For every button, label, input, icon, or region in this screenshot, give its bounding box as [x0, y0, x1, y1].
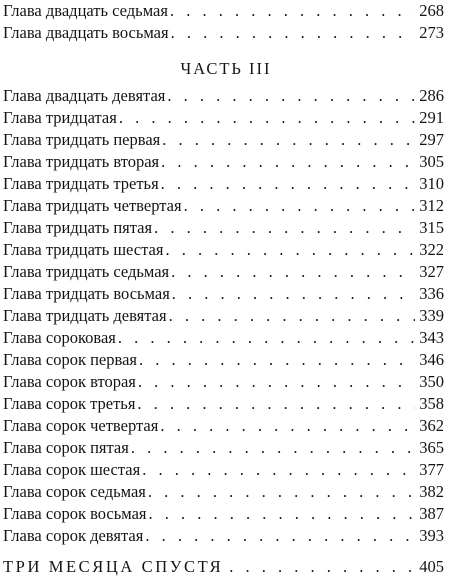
- toc-dot-leader: [171, 22, 416, 44]
- toc-entry[interactable]: [3, 173, 444, 195]
- toc-entry-title: Глава сорок четвертая: [3, 416, 159, 435]
- toc-entry[interactable]: [3, 239, 444, 261]
- toc-entry-page: 358: [419, 394, 444, 413]
- toc-dot-leader: [145, 525, 415, 547]
- toc-dot-leader: [137, 393, 415, 415]
- toc-entry-title: Глава тридцать вторая: [3, 152, 160, 171]
- toc-entry-page: 305: [419, 152, 444, 171]
- toc-dot-leader: [161, 173, 416, 195]
- toc-epilogue-title: ТРИ МЕСЯЦА СПУСТЯ: [3, 557, 224, 576]
- toc-epilogue-entry[interactable]: [3, 556, 444, 578]
- toc-entry-page: 350: [419, 372, 444, 391]
- toc-epilogue-page: 405: [419, 557, 444, 576]
- toc-entry-page: 336: [419, 284, 444, 303]
- toc-entry-page: 322: [419, 240, 444, 259]
- toc-entry-page: 273: [419, 23, 444, 42]
- toc-dot-leader: [138, 371, 415, 393]
- toc-entry-title: Глава тридцать шестая: [3, 240, 164, 259]
- toc-entry[interactable]: [3, 459, 444, 481]
- toc-dot-leader: [170, 0, 415, 22]
- toc-entry-title: Глава двадцать восьмая: [3, 23, 169, 42]
- toc-entry-page: 346: [419, 350, 444, 369]
- toc-entry-title: Глава сорок седьмая: [3, 482, 146, 501]
- toc-entry-page: 286: [419, 86, 444, 105]
- toc-entry[interactable]: [3, 393, 444, 415]
- toc-entry-title: Глава тридцать восьмая: [3, 284, 170, 303]
- toc-entry-page: 312: [419, 196, 444, 215]
- toc-entry-page: 393: [419, 526, 444, 545]
- toc-entry[interactable]: [3, 107, 444, 129]
- toc-entry-title: Глава двадцать седьмая: [3, 1, 168, 20]
- toc-entry[interactable]: [3, 305, 444, 327]
- toc-dot-leader: [161, 151, 415, 173]
- toc-entry[interactable]: [3, 217, 444, 239]
- toc-dot-leader: [131, 437, 415, 459]
- toc-entry-page: 339: [419, 306, 444, 325]
- toc-entry-title: Глава тридцать третья: [3, 174, 159, 193]
- toc-entry[interactable]: [3, 129, 444, 151]
- toc-entry-page: 297: [419, 130, 444, 149]
- toc-entry[interactable]: [3, 283, 444, 305]
- toc-dot-leader: [142, 459, 415, 481]
- toc-entry[interactable]: [3, 349, 444, 371]
- toc-entry[interactable]: [3, 85, 444, 107]
- toc-entry[interactable]: [3, 481, 444, 503]
- toc-dot-leader: [139, 349, 415, 371]
- toc-entry[interactable]: [3, 525, 444, 547]
- toc-entry-title: Глава сорок пятая: [3, 438, 129, 457]
- toc-entry-title: Глава сорок вторая: [3, 372, 136, 391]
- toc-entry[interactable]: [3, 195, 444, 217]
- toc-entry-page: 343: [419, 328, 444, 347]
- toc-dot-leader: [171, 261, 415, 283]
- toc-entry-title: Глава сороковая: [3, 328, 116, 347]
- toc-entry-page: 315: [419, 218, 444, 237]
- toc-entry[interactable]: [3, 261, 444, 283]
- toc-entry-title: Глава сорок третья: [3, 394, 136, 413]
- toc-entry-title: Глава сорок девятая: [3, 526, 144, 545]
- toc-dot-leader: [160, 415, 415, 437]
- toc-entry[interactable]: [3, 437, 444, 459]
- toc-dot-leader: [118, 327, 415, 349]
- toc-entry-page: 382: [419, 482, 444, 501]
- toc-entry-page: 291: [419, 108, 444, 127]
- toc-entry[interactable]: [3, 503, 444, 525]
- toc-entry-title: Глава тридцать первая: [3, 130, 161, 149]
- toc-entry[interactable]: [3, 151, 444, 173]
- toc-dot-leader: [154, 217, 415, 239]
- toc-entry-page: 310: [419, 174, 444, 193]
- toc-entry-title: Глава сорок шестая: [3, 460, 141, 479]
- toc-entry-page: 268: [419, 1, 444, 20]
- toc-entry-title: Глава сорок первая: [3, 350, 137, 369]
- toc-dot-leader: [162, 129, 415, 151]
- toc-entry-title: Глава двадцать девятая: [3, 86, 166, 105]
- toc-entry-title: Глава тридцать седьмая: [3, 262, 170, 281]
- toc-entry-title: Глава тридцатая: [3, 108, 117, 127]
- toc-entry[interactable]: [3, 327, 444, 349]
- toc-entry-page: 377: [419, 460, 444, 479]
- toc-dot-leader: [165, 239, 415, 261]
- toc-entry-page: 327: [419, 262, 444, 281]
- toc-entry-page: 365: [419, 438, 444, 457]
- toc-entry[interactable]: [3, 371, 444, 393]
- toc-dot-leader: [229, 556, 413, 578]
- toc-entry-title: Глава тридцать четвертая: [3, 196, 182, 215]
- toc-entry-page: 387: [419, 504, 444, 523]
- toc-entry[interactable]: [3, 22, 444, 44]
- toc-dot-leader: [169, 305, 416, 327]
- toc-dot-leader: [149, 503, 416, 525]
- toc-dot-leader: [119, 107, 415, 129]
- toc-entry[interactable]: [3, 415, 444, 437]
- toc-dot-leader: [148, 481, 415, 503]
- toc-dot-leader: [184, 195, 416, 217]
- toc-entry-title: Глава тридцать девятая: [3, 306, 167, 325]
- toc-dot-leader: [167, 85, 415, 107]
- toc-entry-title: Глава сорок восьмая: [3, 504, 147, 523]
- toc-entry-page: 362: [419, 416, 444, 435]
- toc-entry[interactable]: [3, 0, 444, 22]
- toc-entry-title: Глава тридцать пятая: [3, 218, 153, 237]
- part-heading: ЧАСТЬ III: [180, 59, 272, 78]
- toc-dot-leader: [172, 283, 415, 305]
